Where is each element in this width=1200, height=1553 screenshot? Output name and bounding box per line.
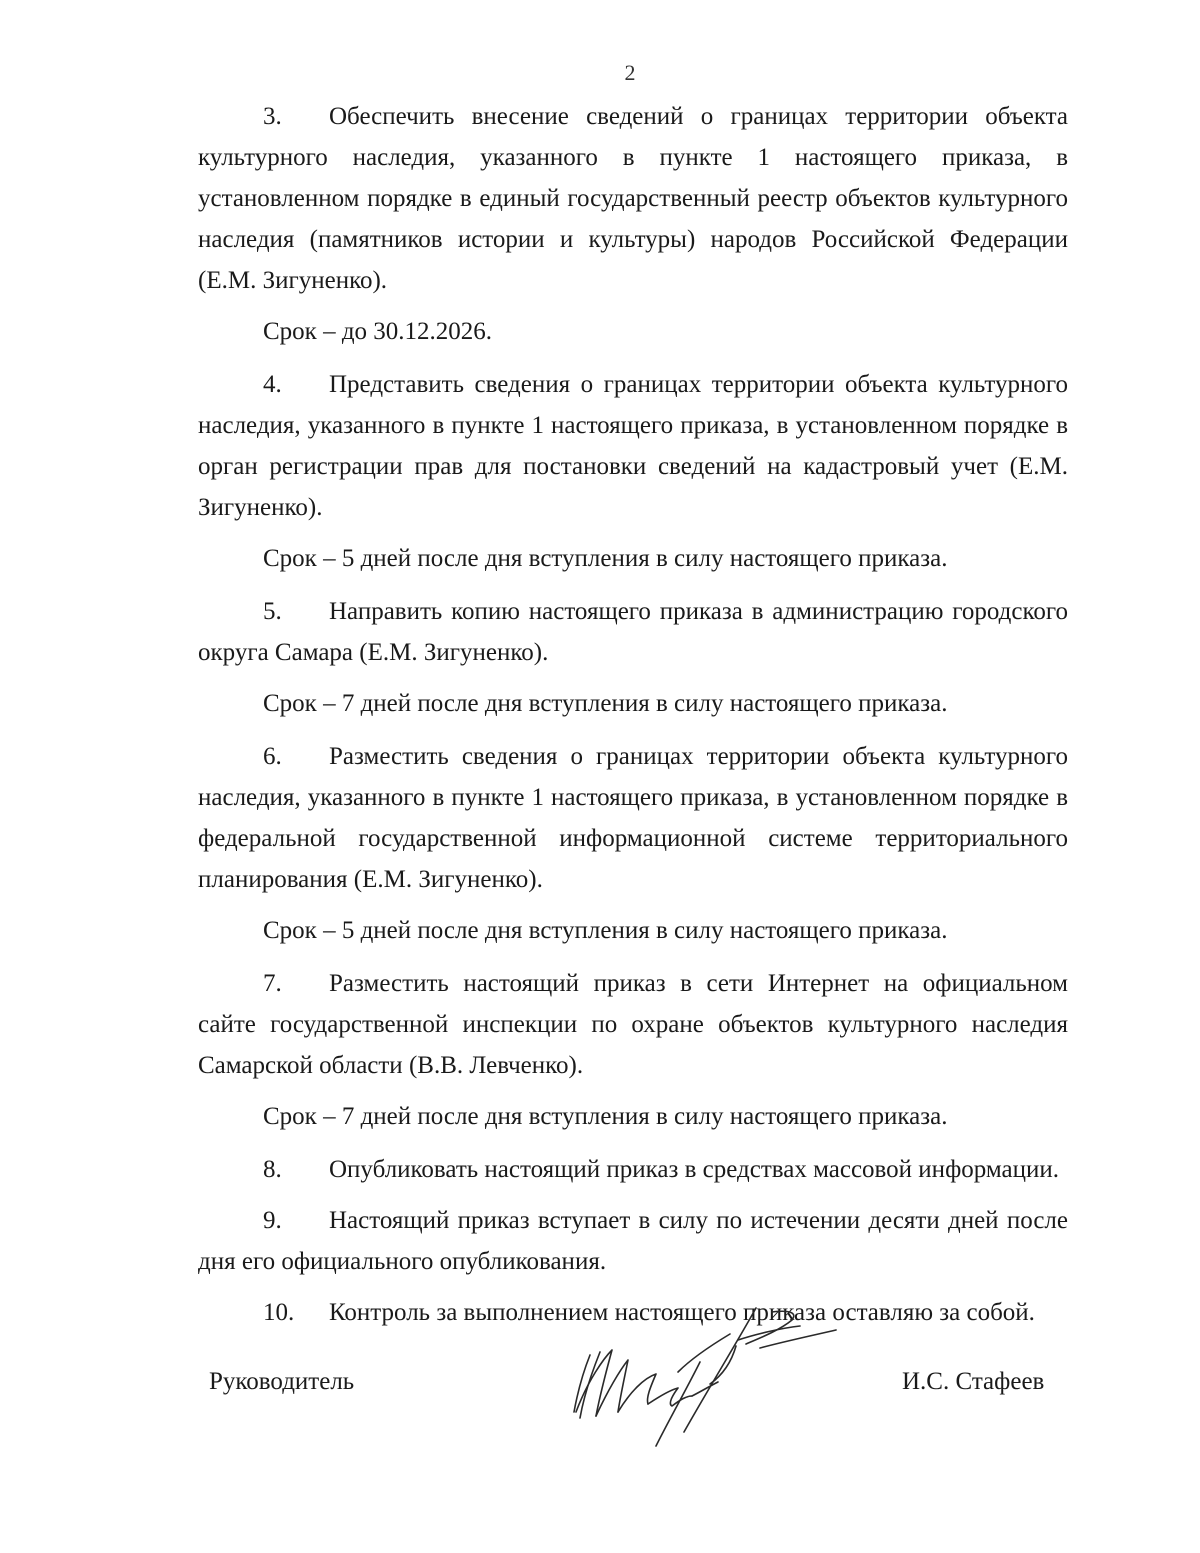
item-number: 10. [263, 1299, 295, 1326]
handwritten-signature [560, 1300, 850, 1460]
term-4: Срок – 5 дней после дня вступления в силу настоящего приказа. [263, 545, 948, 572]
page-number: 2 [624, 60, 636, 85]
term-7: Срок – 7 дней после дня вступления в силу настоящего приказа. [263, 1103, 948, 1130]
document-body [198, 96, 1068, 1343]
signatory-name: И.С. Стафеев [902, 1368, 1045, 1395]
item-number: 3. [263, 103, 282, 130]
item-8 [198, 1149, 1068, 1190]
item-text: Представить сведения о границах территории объекта культурного наследия, указанного в пункте 1 настоящего приказа, в установленном порядке в орган регистрации прав для постановки сведений на кадастровый учет (Е.М. Зигуненко). [198, 371, 1068, 521]
item-6 [198, 736, 1068, 900]
term-3: Срок – до 30.12.2026. [263, 318, 493, 345]
item-number: 9. [263, 1207, 282, 1234]
item-5 [198, 591, 1068, 673]
item-text: Обеспечить внесение сведений о границах территории объекта культурного наследия, указанного в пункте 1 настоящего приказа, в установленном порядке в единый государственный реестр объектов культурного наследия (памятников истории и культуры) народов Российской Федерации (Е.М. Зигуненко). [198, 103, 1068, 294]
item-text: Разместить сведения о границах территории объекта культурного наследия, указанного в пункте 1 настоящего приказа, в установленном порядке в федеральной государственной информационной системе территориального планирования (Е.М. Зигуненко). [198, 743, 1068, 893]
signatory-role: Руководитель [209, 1368, 355, 1395]
item-4 [198, 364, 1068, 528]
item-text: Разместить настоящий приказ в сети Интернет на официальном сайте государственной инспекции по охране объектов культурного наследия Самарской области (В.В. Левченко). [198, 970, 1068, 1079]
item-text: Контроль за выполнением настоящего приказа оставляю за собой. [329, 1299, 1035, 1326]
term-5: Срок – 7 дней после дня вступления в силу настоящего приказа. [263, 690, 948, 717]
item-number: 8. [263, 1156, 282, 1183]
item-number: 4. [263, 371, 282, 398]
item-text: Направить копию настоящего приказа в администрацию городского округа Самара (Е.М. Зигуненко). [198, 598, 1068, 666]
item-3 [198, 96, 1068, 301]
item-text: Настоящий приказ вступает в силу по истечении десяти дней после дня его официального опубликования. [198, 1207, 1068, 1275]
item-number: 6. [263, 743, 282, 770]
item-number: 7. [263, 970, 282, 997]
item-text: Опубликовать настоящий приказ в средствах массовой информации. [329, 1156, 1060, 1183]
signature-block [0, 1300, 1200, 1460]
item-7 [198, 963, 1068, 1086]
term-6: Срок – 5 дней после дня вступления в силу настоящего приказа. [263, 917, 948, 944]
item-number: 5. [263, 598, 282, 625]
item-9 [198, 1200, 1068, 1282]
